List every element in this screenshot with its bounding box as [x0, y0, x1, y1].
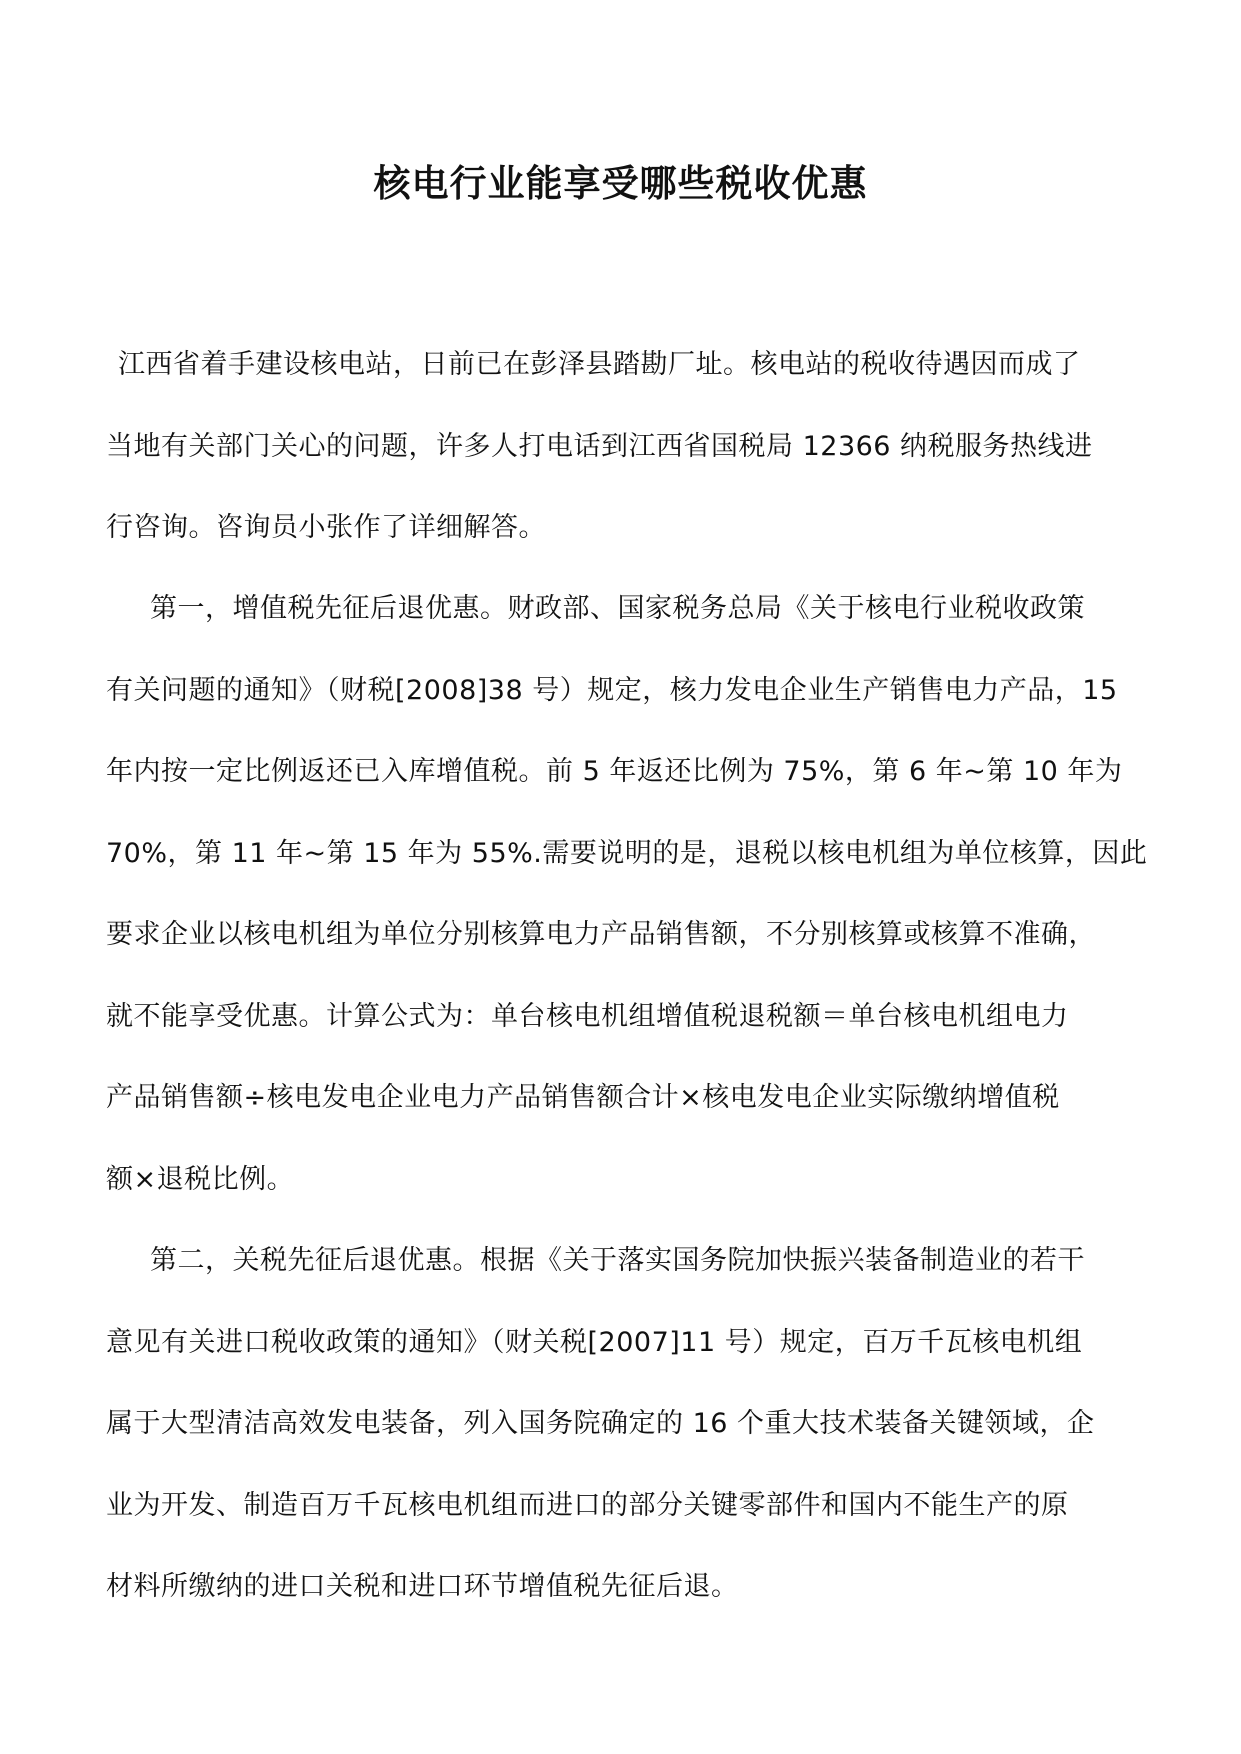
- paragraph-tariff-refund: [106, 1220, 1136, 1628]
- paragraph-line: 要求企业以核电机组为单位分别核算电力产品销售额，不分别核算或核算不准确，: [106, 919, 1096, 950]
- paragraph-line: 年内按一定比例返还已入库增值税。前 5 年返还比例为 75%，第 6 年~第 10 年为: [106, 756, 1123, 787]
- paragraph-line: 材料所缴纳的进口关税和进口环节增值税先征后退。: [106, 1571, 739, 1602]
- paragraph-line: 产品销售额÷核电发电企业电力产品销售额合计×核电发电企业实际缴纳增值税: [106, 1082, 1060, 1113]
- paragraph-line: 就不能享受优惠。计算公式为：单台核电机组增值税退税额＝单台核电机组电力: [106, 1000, 1069, 1032]
- paragraph-line: 70%，第 11 年~第 15 年为 55%.需要说明的是，退税以核电机组为单位核算，因此: [106, 837, 1148, 869]
- paragraph-line: 江西省着手建设核电站，日前已在彭泽县踏勘厂址。核电站的税收待遇因而成了: [118, 349, 1081, 380]
- paragraph-vat-refund: [106, 568, 1148, 1220]
- paragraph-line: 有关问题的通知》（财税[2008]38 号）规定，核力发电企业生产销售电力产品，15: [106, 674, 1118, 706]
- paragraph-line: 业为开发、制造百万千瓦核电机组而进口的部分关键零部件和国内不能生产的原: [106, 1489, 1069, 1521]
- paragraph-line: 属于大型清洁高效发电装备，列入国务院确定的 16 个重大技术装备关键领域，企: [106, 1408, 1095, 1439]
- paragraph-line: 意见有关进口税收政策的通知》（财关税[2007]11 号）规定，百万千瓦核电机组: [106, 1326, 1083, 1358]
- paragraph-line: 行咨询。咨询员小张作了详细解答。: [106, 512, 546, 543]
- paragraph-line: 第二，关税先征后退优惠。根据《关于落实国务院加快振兴装备制造业的若干: [150, 1245, 1085, 1276]
- paragraph-line: 额×退税比例。: [106, 1163, 295, 1195]
- paragraph-line: 第一，增值税先征后退优惠。财政部、国家税务总局《关于核电行业税收政策: [150, 593, 1085, 624]
- document-title: 核电行业能享受哪些税收优惠: [373, 162, 868, 205]
- paragraph-intro: [106, 324, 1136, 569]
- paragraph-line: 当地有关部门关心的问题，许多人打电话到江西省国税局 12366 纳税服务热线进: [106, 430, 1093, 462]
